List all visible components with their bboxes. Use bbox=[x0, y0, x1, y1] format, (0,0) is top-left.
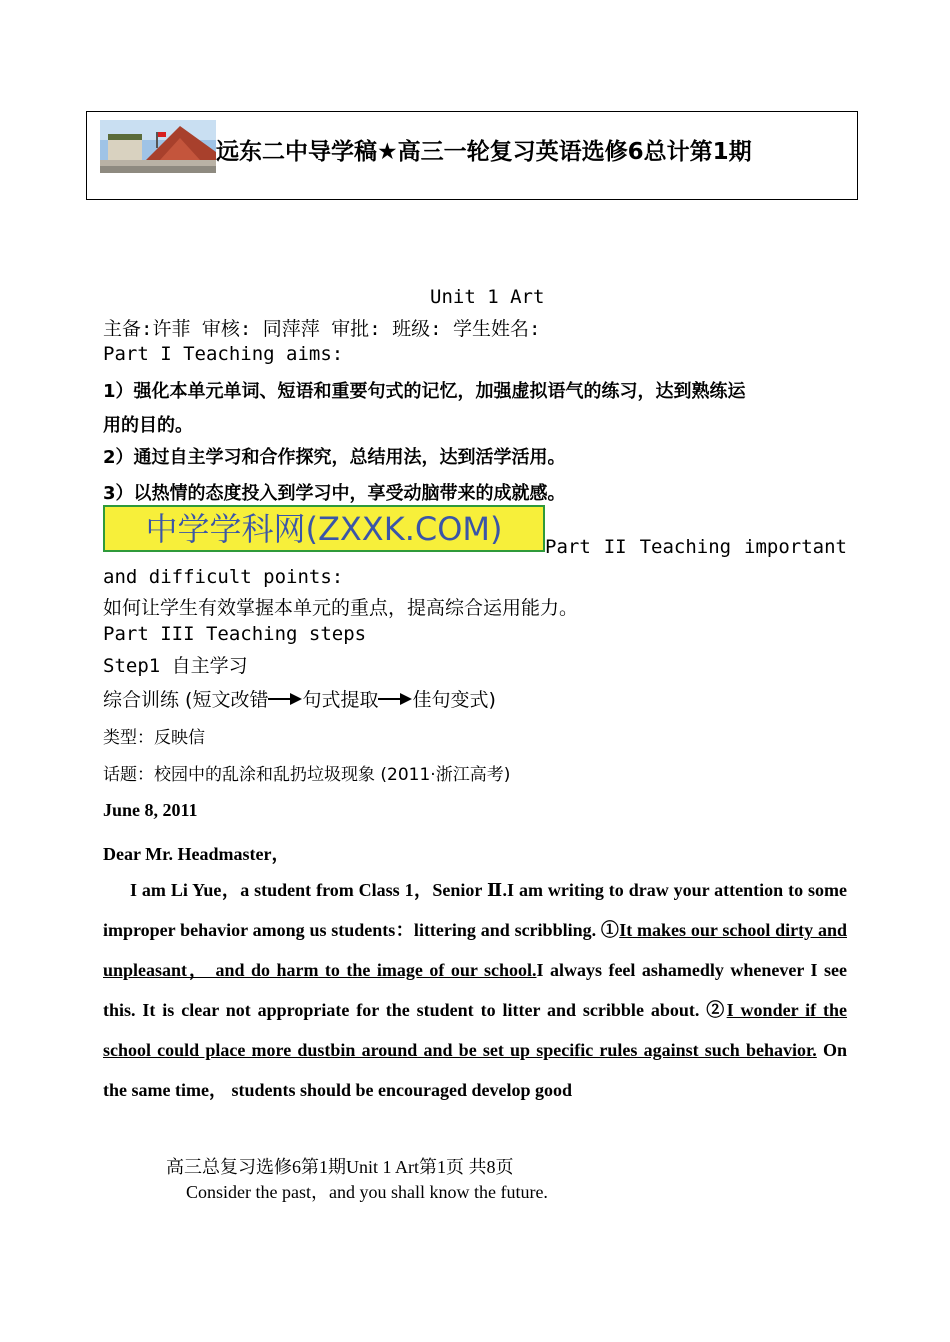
footer-motto: Consider the past，and you shall know the future. bbox=[186, 1182, 548, 1202]
footer-page-info: 高三总复习选修6第1期Unit 1 Art第1页 共8页 bbox=[166, 1157, 514, 1177]
letter-text-2: I always feel ashamedly whenever I see this. It is clear not appropriate for the student to litter and scribble about. bbox=[103, 960, 847, 1020]
zxxk-logo-text-art bbox=[105, 507, 543, 550]
training-line bbox=[103, 685, 496, 712]
part2-word-4: important bbox=[744, 536, 847, 558]
aim-3: 3）以热情的态度投入到学习中，享受动脑带来的成就感。 bbox=[103, 483, 566, 504]
step1-heading: Step1 自主学习 bbox=[103, 655, 248, 677]
sentence-marker-2: ② bbox=[706, 1000, 727, 1020]
training-part-b: 句式提取 bbox=[302, 689, 379, 711]
aim-2: 2）通过自主学习和合作探究，总结用法，达到活学活用。 bbox=[103, 447, 566, 468]
aim-1-line-a: 1）强化本单元单词、短语和重要句式的记忆，加强虚拟语气的练习，达到熟练运 bbox=[103, 381, 746, 402]
part2-word-3: Teaching bbox=[639, 536, 732, 558]
underlined-sentence-2: I wonder if the school could place more dustbin around and be set up specific rules against such behavior. bbox=[103, 1000, 848, 1060]
letter-text-3: On the same time， students should be encouraged develop good bbox=[103, 1040, 848, 1100]
type-line: 类型：反映信 bbox=[103, 728, 205, 748]
arrow-right-icon bbox=[378, 692, 412, 706]
part2-body: 如何让学生有效掌握本单元的重点，提高综合运用能力。 bbox=[103, 597, 579, 619]
underlined-sentence-1: It makes our school dirty and unpleasant， and do harm to the image of our school. bbox=[103, 920, 848, 980]
topic-line: 话题：校园中的乱涂和乱扔垃圾现象 (2011·浙江高考) bbox=[103, 765, 511, 785]
part2-word-2: II bbox=[603, 536, 627, 558]
letter-body bbox=[103, 870, 847, 1110]
staff-line: 主备:许菲 审核: 同萍萍 审批: 班级: 学生姓名: bbox=[103, 318, 541, 340]
letter-text-1: I am Li Yue，a student from Class 1，Senior Ⅱ.I am writing to draw your attention to some improper behavior among us students：littering and scribbling. bbox=[103, 880, 847, 940]
header-title: 远东二中导学稿★高三一轮复习英语选修6总计第1期 bbox=[216, 139, 752, 165]
unit-title: Unit 1 Art bbox=[430, 286, 545, 308]
zxxk-logo bbox=[103, 505, 545, 552]
aim-1-line-b: 用的目的。 bbox=[103, 415, 193, 436]
training-part-c: 佳句变式) bbox=[412, 689, 496, 711]
training-part-a: 综合训练 (短文改错 bbox=[103, 689, 269, 711]
letter-date: June 8, 2011 bbox=[103, 800, 198, 820]
part2-word-1: Part bbox=[545, 536, 591, 558]
logo-text: 中学学科网(ZXXK.COM) bbox=[145, 510, 503, 548]
school-building-photo bbox=[100, 120, 216, 173]
arrow-right-icon bbox=[268, 692, 302, 706]
letter-salutation: Dear Mr. Headmaster， bbox=[103, 844, 290, 864]
part2-heading bbox=[545, 536, 847, 558]
part2-heading-cont: and difficult points: bbox=[103, 566, 344, 588]
part3-heading: Part III Teaching steps bbox=[103, 623, 367, 645]
sentence-marker-1: ① bbox=[600, 920, 620, 940]
part1-heading: Part I Teaching aims: bbox=[103, 343, 344, 365]
